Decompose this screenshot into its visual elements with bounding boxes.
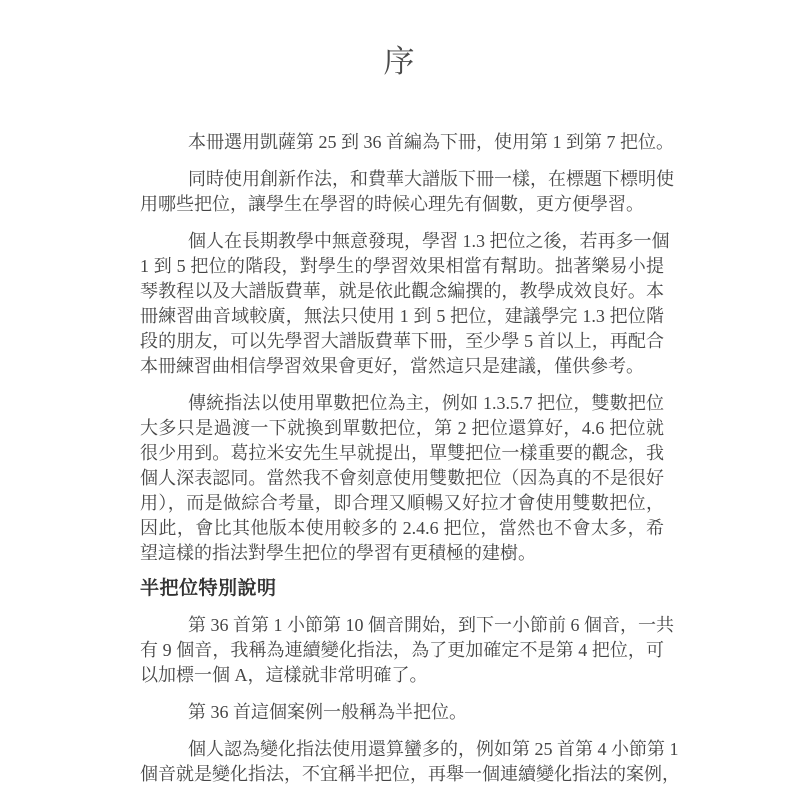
section-heading: 半把位特別說明 (140, 578, 277, 599)
page-title: 序 (383, 44, 417, 79)
text-line: 本冊練習曲相信學習效果會更好，當然這只是建議，僅供參考。 (140, 356, 644, 376)
text-line: 第 36 首第 1 小節第 10 個音開始，到下一小節前 6 個音，一共 (188, 615, 674, 635)
text-line: 用哪些把位，讓學生在學習的時候心理先有個數，更方便學習。 (140, 194, 644, 214)
preface-content (140, 130, 680, 787)
text-line: 個音就是變化指法，不宜稱半把位，再舉一個連續變化指法的案例， (140, 764, 680, 784)
paragraph (140, 700, 664, 725)
text-line: 個人深表認同。當然我不會刻意使用雙數把位（因為真的不是很好 (140, 468, 664, 488)
text-line: 個人認為變化指法使用還算蠻多的，例如第 25 首第 4 小節第 1 (188, 739, 679, 759)
text-line: 本冊選用凱薩第 25 到 36 首編為下冊，使用第 1 到第 7 把位。 (188, 132, 674, 152)
text-line: 同時使用創新作法，和費華大譜版下冊一樣，在標題下標明使 (188, 169, 674, 189)
text-line: 用），而是做綜合考量，即合理又順暢又好拉才會使用雙數把位， (140, 493, 664, 513)
text-line: 有 9 個音，我稱為連續變化指法，為了更加確定不是第 4 把位，可 (140, 640, 664, 660)
text-line: 傳統指法以使用單數把位為主，例如 1.3.5.7 把位，雙數把位 (188, 393, 664, 413)
paragraph (140, 391, 664, 566)
text-line: 1 到 5 把位的階段，對學生的學習效果相當有幫助。拙著樂易小提 (140, 256, 664, 276)
text-line: 因此，會比其他版本使用較多的 2.4.6 把位，當然也不會太多，希 (140, 518, 664, 538)
text-line: 第 36 首這個案例一般稱為半把位。 (188, 702, 467, 722)
text-line: 段的朋友，可以先學習大譜版費華下冊，至少學 5 首以上，再配合 (140, 331, 664, 351)
text-line: 很少用到。葛拉米安先生早就提出，單雙把位一樣重要的觀念，我 (140, 443, 664, 463)
text-line: 琴教程以及大譜版費華，就是依此觀念編撰的，教學成效良好。本 (140, 281, 664, 301)
text-line: 以加標一個 A，這樣就非常明確了。 (140, 665, 428, 685)
paragraph (140, 130, 674, 155)
paragraph (140, 229, 670, 379)
text-line: 望這樣的指法對學生把位的學習有更積極的建樹。 (140, 543, 536, 563)
paragraph (140, 613, 674, 688)
paragraph (140, 737, 680, 787)
text-line: 個人在長期教學中無意發現，學習 1.3 把位之後，若再多一個 (188, 231, 670, 251)
paragraph (140, 167, 674, 217)
text-line: 大多只是過渡一下就換到單數把位，第 2 把位還算好，4.6 把位就 (140, 418, 664, 438)
text-line: 冊練習曲音域較廣，無法只使用 1 到 5 把位，建議學完 1.3 把位階 (140, 306, 664, 326)
